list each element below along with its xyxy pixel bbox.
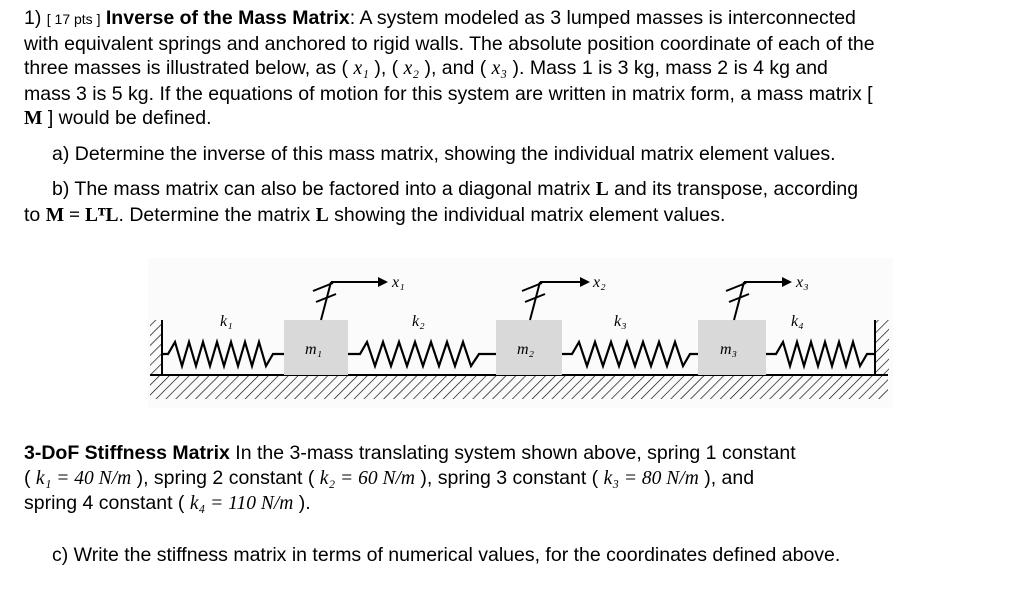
stiffness-text-2b: ), spring 2 constant ( xyxy=(131,466,320,489)
ground-hatch xyxy=(150,375,888,399)
part-b-text-1b: and its transpose, according xyxy=(608,178,859,200)
k1-label: k₁ xyxy=(220,313,233,330)
stiffness-line-1 xyxy=(24,441,796,466)
problem-line-3 xyxy=(24,56,875,82)
stiffness-text-2a: ( xyxy=(24,466,36,489)
problem-text-1: : A system modeled as 3 lumped masses is interconnected xyxy=(349,7,856,29)
left-wall-hatch xyxy=(150,320,162,375)
part-a xyxy=(52,142,836,167)
L-symbol-2: L xyxy=(315,204,329,226)
stiffness-text-3b: ). xyxy=(293,492,311,514)
m1-label: m₁ xyxy=(305,341,323,358)
problem-text-3d: ). Mass 1 is 3 kg, mass 2 is 4 kg and xyxy=(507,57,828,79)
stiffness-section xyxy=(24,441,796,517)
problem-title: Inverse of the Mass Matrix xyxy=(105,7,350,29)
coord-x3: x₃ xyxy=(491,58,508,79)
stiffness-text-3a: spring 4 constant ( xyxy=(24,492,190,514)
part-b-text-2b: . Determine the matrix xyxy=(118,203,316,226)
problem-text-3b: ), ( xyxy=(368,57,404,79)
problem-line-1 xyxy=(24,6,875,32)
part-a-text: a) Determine the inverse of this mass matrix, showing the individual matrix element values. xyxy=(52,143,836,165)
problem-number: 1) xyxy=(24,7,42,29)
k3-equation: k₃ = 80 N/m xyxy=(603,467,699,489)
part-b-text-2a: to xyxy=(24,203,46,226)
k2-equation: k₂ = 60 N/m xyxy=(319,467,415,489)
stiffness-title: 3-DoF Stiffness Matrix xyxy=(24,442,230,464)
stiffness-text-2c: ), spring 3 constant ( xyxy=(414,466,604,489)
coord-x1: x₁ xyxy=(353,58,369,79)
mass-matrix-symbol: M xyxy=(24,108,43,129)
k1-equation: k₁ = 40 N/m xyxy=(35,467,132,489)
k2-label: k₂ xyxy=(412,313,425,330)
part-b-text-1a: b) The mass matrix can also be factored into a diagonal matrix xyxy=(52,178,596,200)
stiffness-line-3 xyxy=(24,491,796,517)
part-b-text-2c: showing the individual matrix element values. xyxy=(328,203,726,226)
stiffness-text-2d: ), and xyxy=(698,466,755,489)
m2-label: m₂ xyxy=(517,341,535,358)
x3-label: x₃ xyxy=(796,274,809,291)
stiffness-text-1: In the 3-mass translating system shown above, spring 1 constant xyxy=(229,442,796,464)
stiffness-line-2 xyxy=(24,466,796,492)
problem-line-5 xyxy=(24,106,875,132)
k3-label: k₃ xyxy=(614,313,627,330)
problem-text-5: ] would be defined. xyxy=(42,107,212,129)
x2-label: x₂ xyxy=(593,274,606,291)
k4-label: k₄ xyxy=(791,313,804,330)
m3-label: m₃ xyxy=(720,341,738,358)
problem-line-2: with equivalent springs and anchored to rigid walls. The absolute position coordinate of each of the xyxy=(24,32,875,55)
factor-equation: M = LᵀL xyxy=(45,204,119,226)
x1-label: x₁ xyxy=(392,274,405,291)
problem-statement xyxy=(24,6,875,132)
coord-x2: x₂ xyxy=(403,58,420,79)
spring-mass-diagram xyxy=(148,258,893,408)
L-symbol: L xyxy=(595,179,609,200)
right-wall-hatch xyxy=(875,320,889,375)
part-b xyxy=(24,177,858,228)
problem-text-3a: three masses is illustrated below, as ( xyxy=(24,57,354,79)
part-b-line-1 xyxy=(24,177,858,203)
part-b-line-2 xyxy=(24,203,858,229)
part-c xyxy=(52,543,840,568)
problem-line-4: mass 3 is 5 kg. If the equations of motion for this system are written in matrix form, a mass matrix [ xyxy=(24,82,873,105)
problem-points: [ 17 pts ] xyxy=(46,11,101,27)
part-c-text: c) Write the stiffness matrix in terms of numerical values, for the coordinates defined above. xyxy=(52,544,841,566)
k4-equation: k₄ = 110 N/m xyxy=(189,493,294,514)
problem-text-3c: ), and ( xyxy=(419,57,492,79)
